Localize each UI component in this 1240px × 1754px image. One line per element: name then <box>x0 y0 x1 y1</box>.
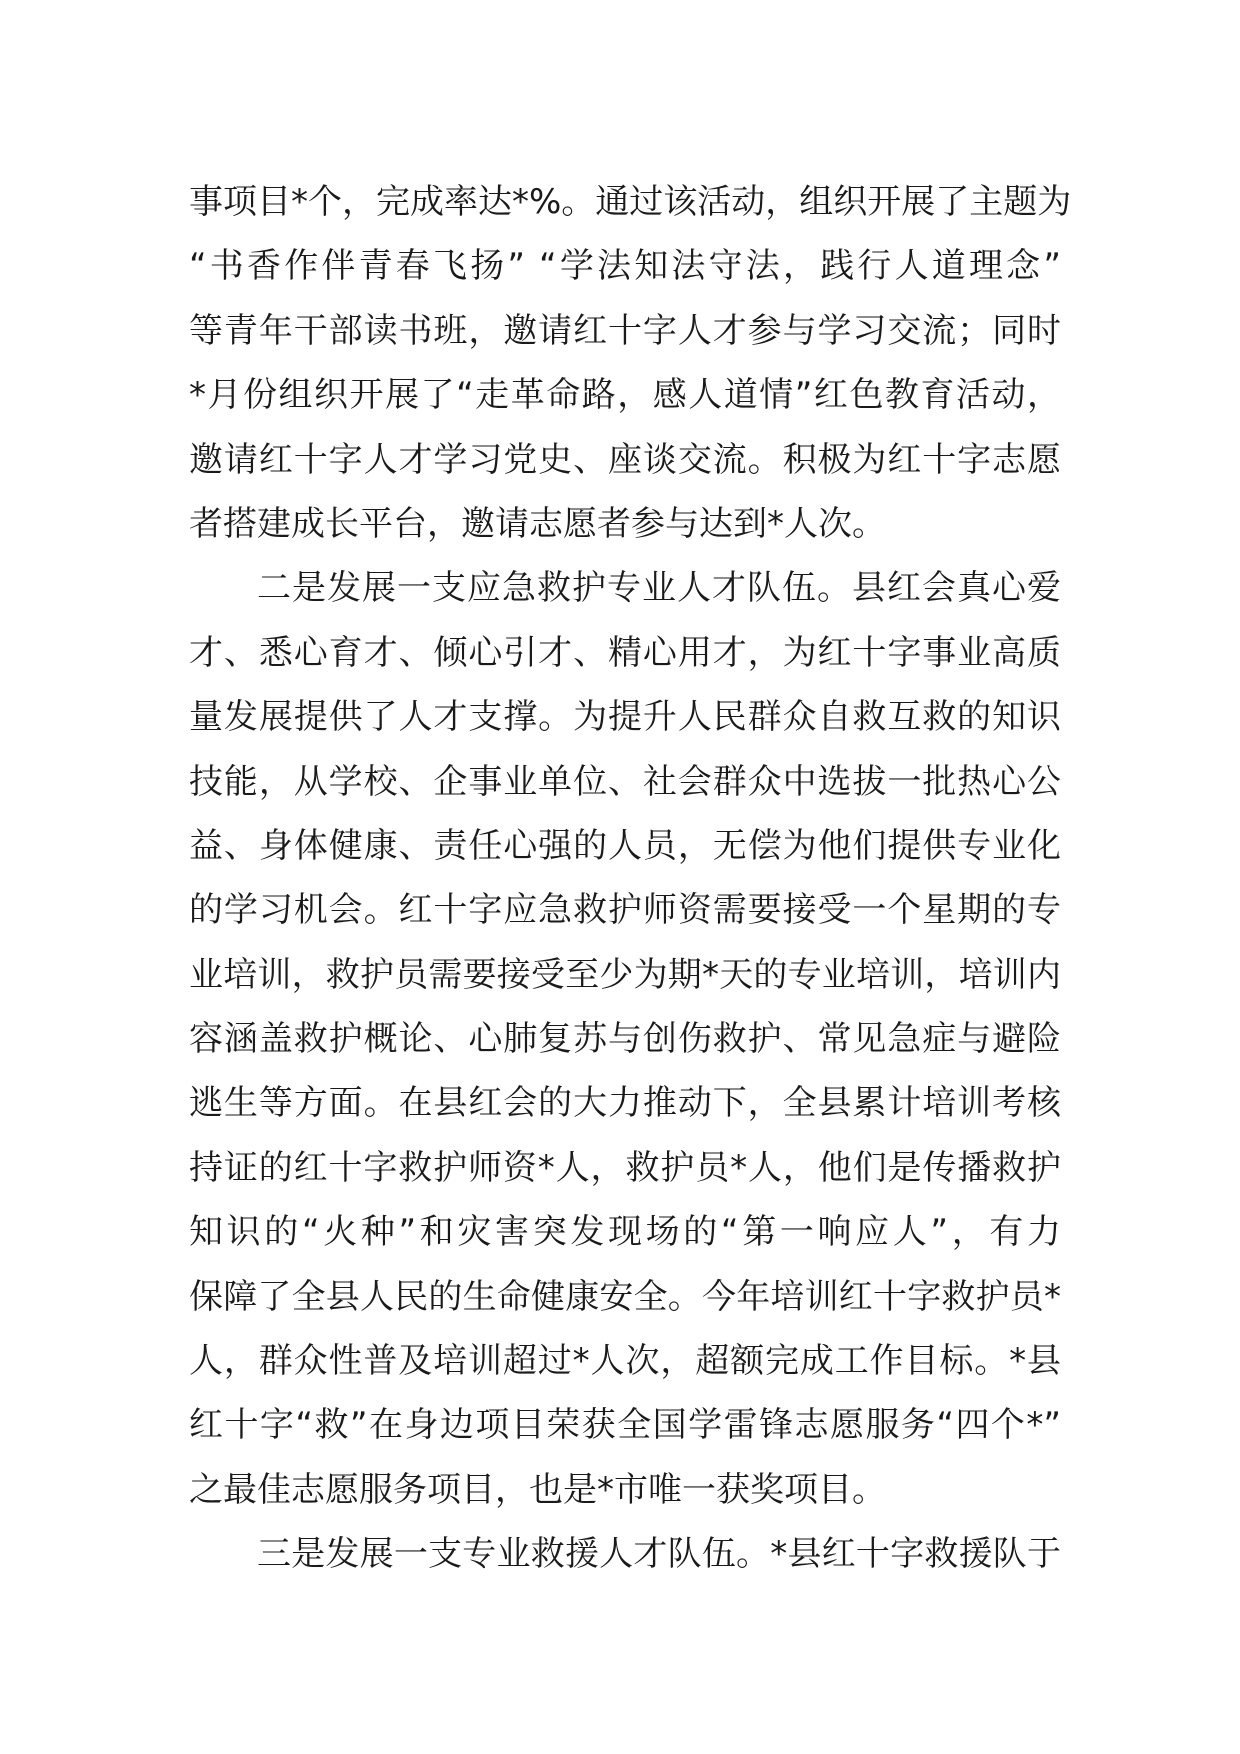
text-line: “书香作伴青春飞扬” “学法知法守法，践行人道理念” <box>189 246 1061 287</box>
text-line: *月份组织开展了“走革命路，感人道情”红色教育活动， <box>189 375 1061 416</box>
document-body <box>189 170 1072 1587</box>
text-line: 持证的红十字救护师资*人，救护员*人，他们是传播救护 <box>189 1147 1061 1188</box>
text-line: 者搭建成长平台，邀请志愿者参与达到*人次。 <box>189 503 886 544</box>
text-line: 逃生等方面。在县红会的大力推动下，全县累计培训考核 <box>189 1083 1061 1124</box>
text-line: 的学习机会。红十字应急救护师资需要接受一个星期的专 <box>189 890 1061 931</box>
text-line: 容涵盖救护概论、心肺复苏与创伤救护、常见急症与避险 <box>189 1019 1061 1060</box>
text-line: 量发展提供了人才支撑。为提升人民群众自救互救的知识 <box>189 697 1061 738</box>
text-line: 技能，从学校、企事业单位、社会群众中选拔一批热心公 <box>189 761 1061 802</box>
text-line: 事项目*个，完成率达*%。通过该活动，组织开展了主题为 <box>189 182 1072 222</box>
text-line: 三是发展一支专业救援人才队伍。*县红十字救援队于 <box>257 1534 1061 1575</box>
text-line: 保障了全县人民的生命健康安全。今年培训红十字救护员* <box>189 1276 1061 1317</box>
text-line: 邀请红十字人才学习党史、座谈交流。积极为红十字志愿 <box>189 439 1061 480</box>
text-line: 之最佳志愿服务项目，也是*市唯一获奖项目。 <box>189 1469 886 1510</box>
text-line: 才、悉心育才、倾心引才、精心用才，为红十字事业高质 <box>189 632 1061 673</box>
text-line: 业培训，救护员需要接受至少为期*天的专业培训，培训内 <box>189 954 1061 995</box>
text-line: 红十字“救”在身边项目荣获全国学雷锋志愿服务“四个*” <box>189 1405 1061 1446</box>
text-line: 二是发展一支应急救护专业人才队伍。县红会真心爱 <box>257 568 1061 609</box>
text-line: 等青年干部读书班，邀请红十字人才参与学习交流；同时 <box>189 310 1061 351</box>
text-line: 益、身体健康、责任心强的人员，无偿为他们提供专业化 <box>189 825 1061 866</box>
text-line: 人，群众性普及培训超过*人次，超额完成工作目标。*县 <box>189 1341 1061 1382</box>
text-line: 知识的“火种”和灾害突发现场的“第一响应人”，有力 <box>189 1212 1061 1253</box>
